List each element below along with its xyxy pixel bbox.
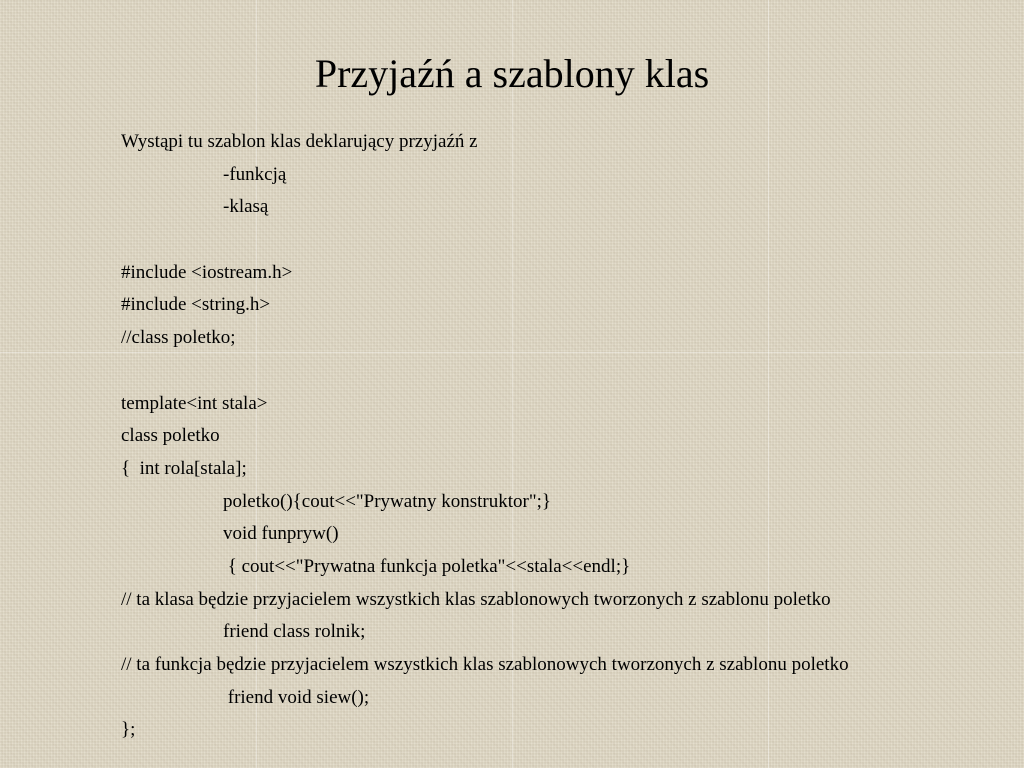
code-line: // ta funkcja będzie przyjacielem wszystkich klas szablonowych tworzonych z szablonu poletko [121,654,849,675]
code-line: Wystąpi tu szablon klas deklarujący przyjaźń z [121,131,478,152]
code-line: template<int stala> [121,392,268,414]
blank-line [121,224,1011,257]
slide-title [0,48,1024,100]
blank-line [121,355,1011,388]
code-line: { cout<<"Prywatna funkcja poletka"<<stala<<endl;} [223,555,631,577]
code-line: //class poletko; [121,327,236,349]
slide-body [121,126,1011,747]
code-line: -funkcją [223,163,287,185]
code-line: // ta klasa będzie przyjacielem wszystkich klas szablonowych tworzonych z szablonu poletko [121,588,831,610]
slide-title-text: Przyjaźń a szablony klas [314,51,710,96]
code-line: void funpryw() [223,523,339,545]
code-line: #include <string.h> [121,294,271,316]
code-line: friend class rolnik; [223,621,366,643]
code-line: }; [121,719,136,741]
code-line: { int rola[stala]; [121,457,247,479]
code-line: class poletko [121,425,220,447]
code-line: #include <iostream.h> [121,261,293,283]
code-line: -klasą [223,196,269,218]
code-line: friend void siew(); [223,686,370,708]
code-line: poletko(){cout<<"Prywatny konstruktor";} [223,490,552,512]
